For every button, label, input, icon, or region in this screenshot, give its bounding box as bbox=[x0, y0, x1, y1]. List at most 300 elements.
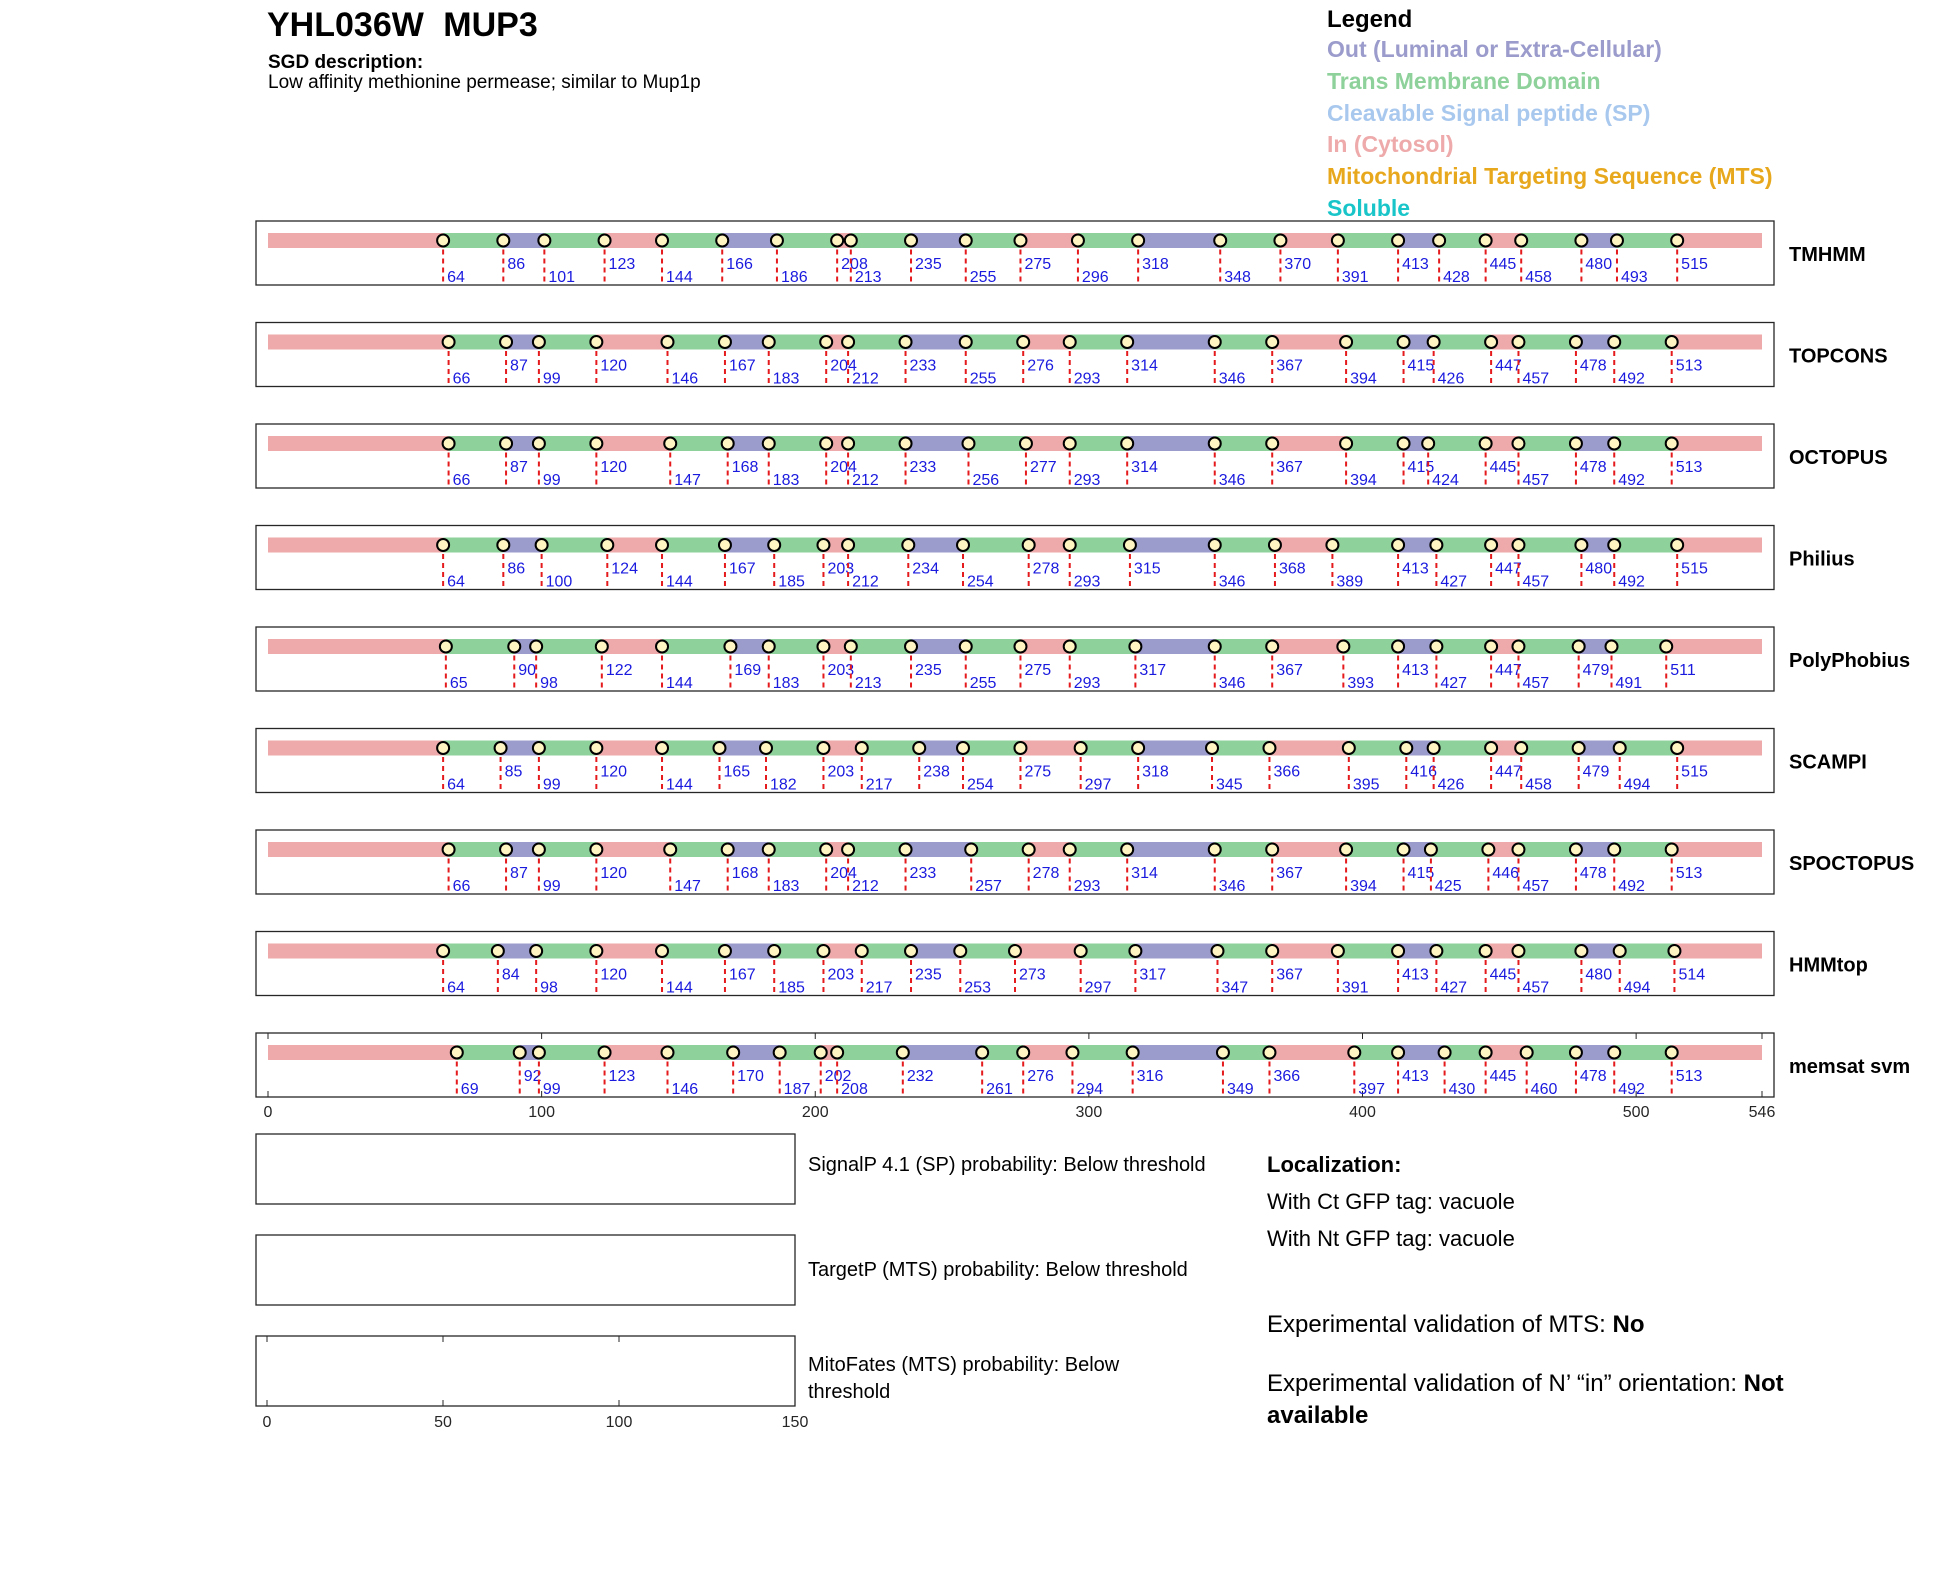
probability-plot-1 bbox=[256, 1134, 795, 1204]
boundary-label: 424 bbox=[1432, 472, 1459, 489]
segment-tm bbox=[1215, 335, 1272, 350]
boundary-marker bbox=[831, 235, 843, 247]
boundary-label: 293 bbox=[1073, 878, 1101, 895]
boundary-label: 166 bbox=[726, 256, 753, 273]
x-tick-label: 100 bbox=[605, 1414, 633, 1431]
boundary-label: 479 bbox=[1582, 662, 1610, 679]
boundary-label: 275 bbox=[1024, 256, 1052, 273]
segment-tm bbox=[848, 335, 905, 350]
segment-in bbox=[1666, 639, 1762, 654]
boundary-label: 494 bbox=[1623, 979, 1651, 997]
boundary-label: 492 bbox=[1618, 878, 1645, 895]
boundary-label: 255 bbox=[969, 675, 997, 692]
boundary-label: 277 bbox=[1029, 459, 1057, 476]
boundary-label: 217 bbox=[865, 776, 893, 794]
boundary-label: 69 bbox=[460, 1081, 479, 1098]
boundary-label: 203 bbox=[827, 763, 855, 781]
segment-out bbox=[1135, 944, 1217, 959]
boundary-marker bbox=[1485, 336, 1497, 348]
boundary-marker bbox=[1398, 844, 1410, 856]
boundary-marker bbox=[533, 336, 545, 348]
boundary-marker bbox=[913, 742, 925, 754]
boundary-label: 314 bbox=[1131, 459, 1158, 476]
boundary-label: 98 bbox=[540, 979, 558, 997]
boundary-label: 492 bbox=[1618, 370, 1645, 388]
predictor-label: OCTOPUS bbox=[1789, 447, 1888, 469]
segment-tm bbox=[1217, 944, 1272, 959]
segment-tm bbox=[1614, 1045, 1671, 1060]
boundary-label: 144 bbox=[666, 269, 693, 286]
boundary-marker bbox=[1064, 438, 1076, 450]
boundary-marker bbox=[1439, 1047, 1451, 1059]
segment-tm bbox=[670, 842, 727, 857]
boundary-label: 233 bbox=[909, 459, 937, 476]
boundary-marker bbox=[817, 641, 829, 653]
segment-in bbox=[605, 233, 662, 248]
boundary-label: 87 bbox=[510, 357, 528, 375]
boundary-label: 513 bbox=[1675, 357, 1703, 375]
segment-tm bbox=[662, 741, 719, 756]
boundary-label: 370 bbox=[1284, 256, 1312, 273]
boundary-marker bbox=[1009, 945, 1021, 957]
boundary-label: 317 bbox=[1139, 966, 1167, 984]
boundary-marker bbox=[1512, 844, 1524, 856]
topology-track-polyphobius bbox=[256, 627, 1910, 692]
segment-tm bbox=[1070, 538, 1130, 553]
segment-tm bbox=[862, 944, 911, 959]
segment-in bbox=[596, 741, 662, 756]
segment-out bbox=[722, 233, 777, 248]
segment-tm bbox=[1521, 741, 1578, 756]
boundary-marker bbox=[1343, 742, 1355, 754]
boundary-marker bbox=[497, 235, 509, 247]
segment-tm bbox=[449, 335, 506, 350]
boundary-marker bbox=[719, 539, 731, 551]
boundary-marker bbox=[1274, 235, 1286, 247]
boundary-label: 315 bbox=[1133, 560, 1161, 578]
boundary-label: 492 bbox=[1618, 472, 1645, 489]
boundary-marker bbox=[1575, 945, 1587, 957]
segment-out bbox=[1135, 639, 1214, 654]
boundary-marker bbox=[1064, 844, 1076, 856]
boundary-marker bbox=[954, 945, 966, 957]
boundary-marker bbox=[1266, 945, 1278, 957]
x-tick-label: 500 bbox=[1622, 1104, 1650, 1121]
boundary-marker bbox=[1608, 1047, 1620, 1059]
segment-tm bbox=[1436, 944, 1485, 959]
boundary-marker bbox=[437, 539, 449, 551]
segment-in bbox=[268, 639, 446, 654]
boundary-label: 217 bbox=[865, 979, 893, 997]
boundary-marker bbox=[722, 844, 734, 856]
boundary-marker bbox=[1332, 235, 1344, 247]
boundary-marker bbox=[1064, 336, 1076, 348]
boundary-label: 66 bbox=[452, 370, 471, 388]
boundary-label: 480 bbox=[1585, 256, 1613, 273]
segment-in bbox=[596, 335, 667, 350]
boundary-marker bbox=[443, 438, 455, 450]
boundary-marker bbox=[842, 336, 854, 348]
boundary-label: 413 bbox=[1402, 256, 1429, 273]
boundary-label: 413 bbox=[1402, 662, 1429, 679]
segment-tm bbox=[960, 944, 1015, 959]
boundary-label: 275 bbox=[1024, 662, 1052, 679]
segment-in bbox=[1674, 944, 1762, 959]
segment-in bbox=[596, 842, 670, 857]
boundary-label: 276 bbox=[1027, 357, 1054, 375]
boundary-label: 515 bbox=[1681, 763, 1708, 781]
probability-panel bbox=[256, 1336, 795, 1406]
boundary-marker bbox=[1515, 235, 1527, 247]
boundary-marker bbox=[1573, 641, 1585, 653]
boundary-label: 367 bbox=[1276, 357, 1303, 375]
segment-tm bbox=[968, 436, 1025, 451]
segment-out bbox=[725, 944, 774, 959]
segment-in bbox=[1020, 639, 1069, 654]
boundary-marker bbox=[1209, 336, 1221, 348]
boundary-label: 457 bbox=[1522, 472, 1550, 489]
segment-tm bbox=[1215, 436, 1272, 451]
boundary-label: 254 bbox=[967, 776, 994, 794]
probability-plot-2 bbox=[256, 1235, 795, 1305]
boundary-marker bbox=[1121, 336, 1133, 348]
boundary-marker bbox=[905, 945, 917, 957]
boundary-label: 492 bbox=[1618, 1081, 1645, 1098]
boundary-marker bbox=[500, 438, 512, 450]
boundary-label: 64 bbox=[447, 776, 465, 794]
boundary-label: 186 bbox=[780, 269, 808, 286]
segment-tm bbox=[1081, 944, 1136, 959]
boundary-marker bbox=[492, 945, 504, 957]
segment-in bbox=[1269, 1045, 1354, 1060]
segment-in bbox=[268, 335, 449, 350]
boundary-label: 182 bbox=[770, 776, 797, 794]
boundary-label: 430 bbox=[1448, 1081, 1476, 1098]
segment-in bbox=[268, 233, 443, 248]
topology-track-scampi bbox=[256, 729, 1867, 794]
boundary-marker bbox=[1266, 844, 1278, 856]
topology-track-philius bbox=[256, 526, 1855, 591]
segment-tm bbox=[1346, 436, 1403, 451]
boundary-marker bbox=[1485, 539, 1497, 551]
segment-tm bbox=[766, 741, 823, 756]
boundary-marker bbox=[1671, 235, 1683, 247]
segment-tm bbox=[449, 842, 506, 857]
boundary-marker bbox=[1480, 235, 1492, 247]
boundary-label: 212 bbox=[852, 370, 879, 388]
predictor-label: HMMtop bbox=[1789, 954, 1868, 977]
boundary-label: 213 bbox=[854, 675, 882, 692]
boundary-marker bbox=[1014, 742, 1026, 754]
boundary-marker bbox=[719, 336, 731, 348]
boundary-marker bbox=[1608, 438, 1620, 450]
segment-in bbox=[1269, 741, 1348, 756]
boundary-marker bbox=[1392, 235, 1404, 247]
boundary-marker bbox=[1392, 641, 1404, 653]
n-in-validation bbox=[1267, 1370, 1784, 1398]
boundary-label: 293 bbox=[1073, 370, 1101, 388]
boundary-label: 293 bbox=[1073, 573, 1101, 591]
boundary-label: 99 bbox=[542, 776, 561, 794]
boundary-marker bbox=[530, 641, 542, 653]
targetp-probability-label: TargetP (MTS) probability: Below threshold bbox=[808, 1259, 1188, 1281]
segment-tm bbox=[542, 538, 608, 553]
boundary-label: 65 bbox=[449, 675, 468, 692]
segment-tm bbox=[443, 233, 503, 248]
boundary-marker bbox=[1209, 539, 1221, 551]
segment-out bbox=[906, 842, 972, 857]
segment-tm bbox=[963, 741, 1020, 756]
boundary-label: 366 bbox=[1273, 1068, 1301, 1085]
boundary-label: 478 bbox=[1579, 357, 1607, 375]
boundary-marker bbox=[599, 235, 611, 247]
segment-in bbox=[1272, 944, 1338, 959]
boundary-label: 66 bbox=[452, 472, 471, 489]
boundary-marker bbox=[1263, 1047, 1275, 1059]
boundary-marker bbox=[774, 1047, 786, 1059]
boundary-label: 99 bbox=[542, 472, 561, 489]
segment-tm bbox=[1518, 335, 1575, 350]
segment-out bbox=[1133, 1045, 1223, 1060]
boundary-label: 100 bbox=[545, 573, 573, 591]
segment-tm bbox=[769, 335, 826, 350]
segment-out bbox=[1127, 436, 1215, 451]
segment-tm bbox=[769, 842, 826, 857]
boundary-label: 480 bbox=[1585, 966, 1613, 984]
segment-in bbox=[596, 944, 662, 959]
boundary-label: 478 bbox=[1579, 1068, 1607, 1085]
boundary-marker bbox=[900, 844, 912, 856]
segment-tm bbox=[1620, 741, 1677, 756]
boundary-marker bbox=[897, 1047, 909, 1059]
boundary-marker bbox=[960, 336, 972, 348]
segment-out bbox=[906, 335, 966, 350]
boundary-marker bbox=[1480, 1047, 1492, 1059]
segment-tm bbox=[1614, 436, 1671, 451]
segment-tm bbox=[1220, 233, 1280, 248]
boundary-label: 144 bbox=[666, 675, 693, 692]
boundary-marker bbox=[724, 641, 736, 653]
boundary-label: 491 bbox=[1615, 675, 1643, 692]
x-tick-label: 150 bbox=[781, 1414, 809, 1431]
boundary-marker bbox=[1023, 539, 1035, 551]
boundary-label: 255 bbox=[969, 370, 997, 388]
boundary-marker bbox=[1072, 235, 1084, 247]
segment-tm bbox=[1614, 842, 1671, 857]
boundary-marker bbox=[1066, 1047, 1078, 1059]
boundary-label: 120 bbox=[600, 763, 628, 781]
boundary-marker bbox=[820, 438, 832, 450]
boundary-label: 445 bbox=[1489, 256, 1517, 273]
boundary-label: 413 bbox=[1402, 1068, 1429, 1085]
segment-tm bbox=[1212, 741, 1269, 756]
segment-tm bbox=[536, 944, 596, 959]
predictor-label: PolyPhobius bbox=[1789, 650, 1911, 672]
boundary-label: 515 bbox=[1681, 560, 1708, 578]
segment-out bbox=[903, 1045, 982, 1060]
boundary-marker bbox=[656, 539, 668, 551]
probability-plot-3 bbox=[256, 1336, 808, 1431]
boundary-label: 203 bbox=[827, 966, 855, 984]
boundary-label: 513 bbox=[1675, 1068, 1703, 1085]
boundary-marker bbox=[1214, 235, 1226, 247]
boundary-label: 212 bbox=[852, 573, 879, 591]
segment-tm bbox=[536, 639, 602, 654]
boundary-label: 314 bbox=[1131, 357, 1158, 375]
boundary-label: 515 bbox=[1681, 256, 1708, 273]
segment-tm bbox=[777, 233, 837, 248]
boundary-label: 457 bbox=[1522, 573, 1550, 591]
segment-tm bbox=[848, 538, 908, 553]
x-tick-label: 546 bbox=[1748, 1104, 1776, 1121]
boundary-label: 367 bbox=[1276, 865, 1303, 882]
boundary-label: 233 bbox=[909, 865, 937, 882]
predictor-label: TOPCONS bbox=[1789, 345, 1888, 368]
boundary-marker bbox=[1512, 438, 1524, 450]
predictor-label: Philius bbox=[1789, 548, 1855, 571]
segment-tm bbox=[848, 842, 905, 857]
boundary-marker bbox=[590, 945, 602, 957]
boundary-marker bbox=[1606, 641, 1618, 653]
boundary-label: 208 bbox=[841, 256, 868, 273]
boundary-marker bbox=[905, 235, 917, 247]
boundary-marker bbox=[664, 844, 676, 856]
boundary-label: 101 bbox=[548, 269, 576, 286]
segment-out bbox=[906, 436, 969, 451]
boundary-label: 367 bbox=[1276, 966, 1303, 984]
boundary-label: 297 bbox=[1084, 979, 1112, 997]
boundary-label: 122 bbox=[605, 662, 633, 679]
localization-heading: Localization: bbox=[1267, 1152, 1402, 1177]
sgd-description-text: Low affinity methionine permease; similar to Mup1p bbox=[268, 72, 701, 93]
boundary-label: 234 bbox=[912, 560, 939, 578]
segment-tm bbox=[1428, 436, 1485, 451]
mitofates-probability-label-line2: threshold bbox=[808, 1381, 891, 1403]
boundary-label: 391 bbox=[1341, 269, 1369, 286]
boundary-marker bbox=[1482, 844, 1494, 856]
boundary-marker bbox=[1485, 742, 1497, 754]
boundary-marker bbox=[856, 945, 868, 957]
segment-in bbox=[1677, 538, 1762, 553]
boundary-marker bbox=[1337, 641, 1349, 653]
boundary-marker bbox=[1332, 945, 1344, 957]
boundary-label: 368 bbox=[1278, 560, 1306, 578]
x-tick-label: 0 bbox=[263, 1104, 273, 1121]
boundary-marker bbox=[1014, 641, 1026, 653]
boundary-marker bbox=[1075, 945, 1087, 957]
segment-tm bbox=[1215, 538, 1275, 553]
segment-in bbox=[1023, 1045, 1072, 1060]
boundary-marker bbox=[845, 641, 857, 653]
boundary-label: 425 bbox=[1434, 878, 1462, 895]
boundary-label: 255 bbox=[969, 269, 997, 286]
boundary-label: 394 bbox=[1350, 370, 1377, 388]
boundary-label: 427 bbox=[1440, 675, 1468, 692]
segment-in bbox=[1272, 436, 1346, 451]
boundary-label: 346 bbox=[1218, 675, 1246, 692]
segment-tm bbox=[1518, 842, 1575, 857]
boundary-marker bbox=[1422, 438, 1434, 450]
segment-tm bbox=[662, 233, 722, 248]
boundary-marker bbox=[1017, 336, 1029, 348]
x-tick-label: 50 bbox=[434, 1414, 452, 1431]
boundary-marker bbox=[1064, 539, 1076, 551]
boundary-label: 165 bbox=[723, 763, 751, 781]
boundary-marker bbox=[1017, 1047, 1029, 1059]
boundary-marker bbox=[661, 1047, 673, 1059]
segment-tm bbox=[443, 944, 498, 959]
segment-in bbox=[1677, 233, 1762, 248]
boundary-marker bbox=[1666, 1047, 1678, 1059]
boundary-marker bbox=[1614, 945, 1626, 957]
boundary-marker bbox=[768, 539, 780, 551]
segment-in bbox=[605, 1045, 668, 1060]
boundary-marker bbox=[900, 438, 912, 450]
boundary-marker bbox=[1392, 539, 1404, 551]
boundary-marker bbox=[763, 336, 775, 348]
boundary-marker bbox=[437, 742, 449, 754]
boundary-label: 64 bbox=[447, 979, 465, 997]
segment-tm bbox=[1070, 842, 1127, 857]
segment-tm bbox=[443, 538, 503, 553]
segment-tm bbox=[667, 335, 724, 350]
segment-tm bbox=[1338, 944, 1398, 959]
boundary-marker bbox=[1573, 742, 1585, 754]
x-tick-label: 300 bbox=[1075, 1104, 1103, 1121]
boundary-marker bbox=[1614, 742, 1626, 754]
boundary-marker bbox=[763, 438, 775, 450]
legend-item-mts: Mitochondrial Targeting Sequence (MTS) bbox=[1327, 163, 1773, 189]
segment-tm bbox=[1332, 538, 1398, 553]
boundary-label: 492 bbox=[1618, 573, 1645, 591]
boundary-label: 90 bbox=[518, 662, 537, 679]
boundary-marker bbox=[976, 1047, 988, 1059]
boundary-label: 146 bbox=[671, 370, 699, 388]
segment-tm bbox=[1521, 233, 1581, 248]
boundary-label: 316 bbox=[1136, 1068, 1164, 1085]
mitofates-probability-label-line1: MitoFates (MTS) probability: Below bbox=[808, 1354, 1120, 1376]
boundary-marker bbox=[495, 742, 507, 754]
n-in-validation-value-2: available bbox=[1267, 1402, 1369, 1429]
boundary-marker bbox=[727, 1047, 739, 1059]
boundary-label: 458 bbox=[1525, 269, 1552, 286]
segment-tm bbox=[1518, 944, 1581, 959]
segment-out bbox=[725, 538, 774, 553]
gene-title: YHL036W MUP3 bbox=[267, 6, 538, 44]
legend-item-sp: Cleavable Signal peptide (SP) bbox=[1327, 100, 1651, 126]
segment-out bbox=[1138, 233, 1220, 248]
boundary-label: 394 bbox=[1350, 878, 1377, 895]
segment-tm bbox=[1518, 639, 1578, 654]
boundary-label: 415 bbox=[1407, 459, 1435, 476]
boundary-marker bbox=[437, 945, 449, 957]
boundary-marker bbox=[1666, 844, 1678, 856]
segment-tm bbox=[539, 1045, 605, 1060]
segment-tm bbox=[1614, 538, 1677, 553]
segment-out bbox=[911, 944, 960, 959]
boundary-label: 393 bbox=[1347, 675, 1375, 692]
mts-validation bbox=[1267, 1311, 1644, 1339]
boundary-marker bbox=[1206, 742, 1218, 754]
topology-track-hmmtop bbox=[256, 932, 1868, 997]
boundary-marker bbox=[1575, 539, 1587, 551]
boundary-label: 445 bbox=[1489, 1068, 1517, 1085]
boundary-marker bbox=[1671, 742, 1683, 754]
boundary-marker bbox=[1075, 742, 1087, 754]
boundary-label: 233 bbox=[909, 357, 937, 375]
segment-tm bbox=[1338, 233, 1398, 248]
boundary-label: 457 bbox=[1522, 370, 1550, 388]
